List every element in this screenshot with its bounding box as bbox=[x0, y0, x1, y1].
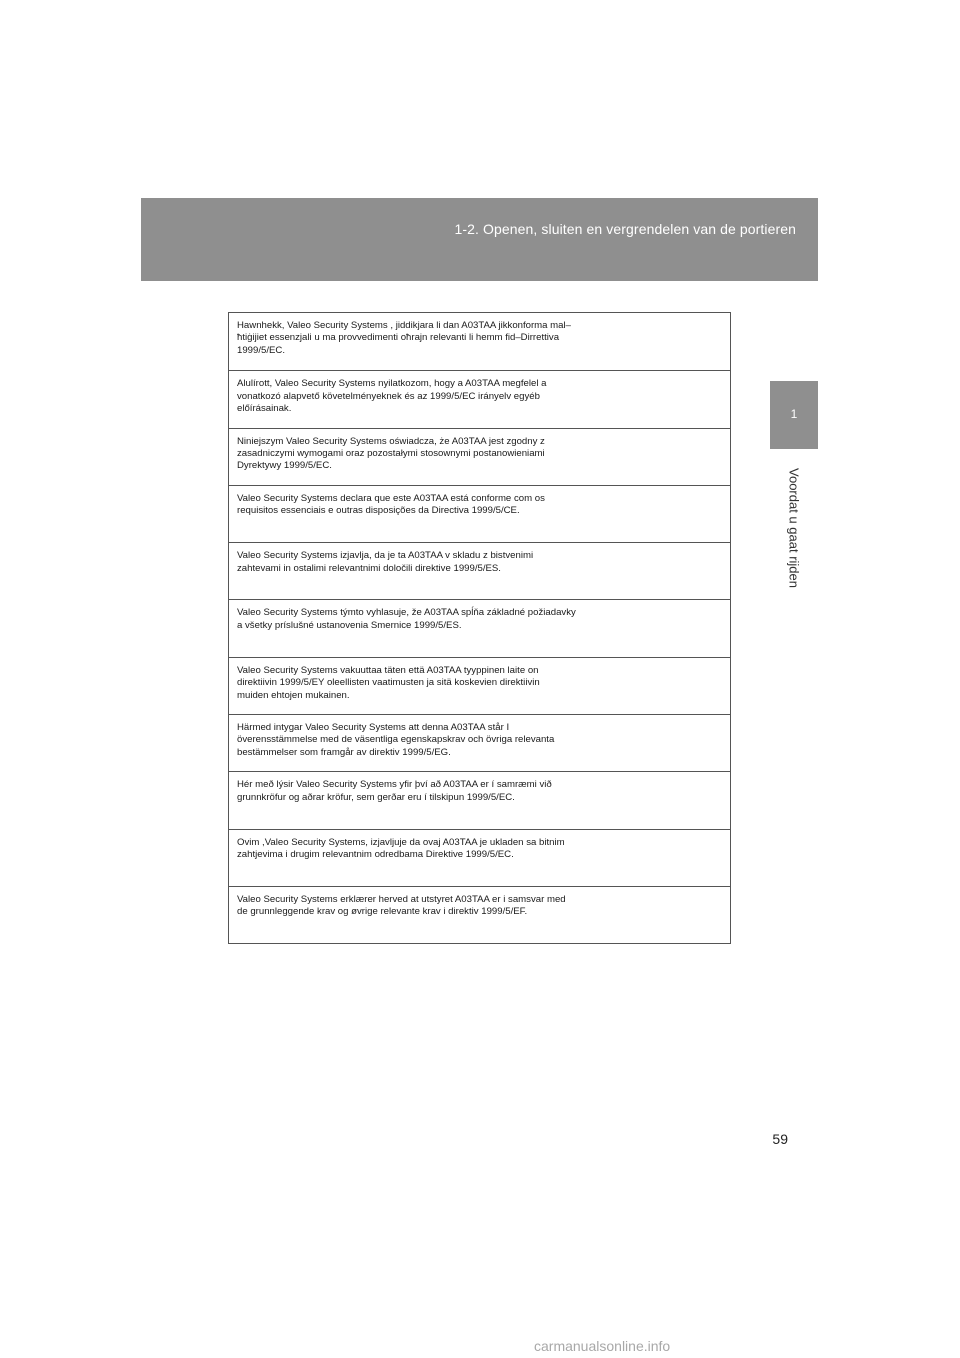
declaration-text-line: zasadniczymi wymogami oraz pozostałymi stosownymi postanowieniami bbox=[237, 448, 545, 459]
declaration-row bbox=[229, 599, 730, 656]
declaration-text-line: överensstämmelse med de väsentliga egenskapskrav och övriga relevanta bbox=[237, 734, 555, 746]
declaration-text-line: bestämmelser som framgår av direktiv 1999/5/EG. bbox=[237, 746, 451, 758]
chapter-side-label: Voordat u gaat rijden bbox=[786, 468, 802, 588]
declaration-row bbox=[229, 485, 730, 542]
declaration-text-line: Valeo Security Systems týmto vyhlasuje, že A03TAA spĺňa základné požiadavky bbox=[237, 607, 576, 619]
declaration-text-line: a všetky príslušné ustanovenia Smernice 1999/5/ES. bbox=[237, 619, 462, 631]
declaration-text-line: előírásainak. bbox=[237, 403, 292, 415]
declaration-text-line: Ovim ,Valeo Security Systems, izjavljuje da ovaj A03TAA je ukladen sa bitnim bbox=[237, 836, 565, 848]
declaration-text-line: Hér með lýsir Valeo Security Systems yfir því að A03TAA er í samræmi við bbox=[237, 779, 552, 791]
declaration-text-line: Valeo Security Systems declara que este A03TAA está conforme com os bbox=[237, 492, 545, 504]
declaration-row bbox=[229, 313, 730, 370]
declaration-row bbox=[229, 657, 730, 714]
declaration-text-line: Dyrektywy 1999/5/EC. bbox=[237, 460, 332, 472]
declaration-text-line: de grunnleggende krav og øvrige relevante krav i direktiv 1999/5/EF. bbox=[237, 906, 528, 918]
declaration-text-line: Alulírott, Valeo Security Systems nyilatkozom, hogy a A03TAA megfelel a bbox=[237, 378, 547, 390]
declaration-row bbox=[229, 428, 730, 485]
chapter-side-tab bbox=[770, 381, 818, 449]
declaration-text-line: Valeo Security Systems izjavlja, da je ta A03TAA v skladu z bistvenimi bbox=[237, 550, 534, 562]
declaration-text-line: zahtevami in ostalimi relevantnimi določili direktive 1999/5/ES. bbox=[237, 562, 501, 574]
declaration-text-line: Härmed intygar Valeo Security Systems att denna A03TAA står I bbox=[237, 722, 510, 734]
declaration-row bbox=[229, 714, 730, 771]
declaration-text-line: requisitos essenciais e outras disposições da Directiva 1999/5/CE. bbox=[237, 505, 520, 517]
declaration-row bbox=[229, 370, 730, 427]
watermark: carmanualsonline.info bbox=[534, 1338, 671, 1354]
declaration-row bbox=[229, 542, 730, 599]
page-number: 59 bbox=[772, 1131, 788, 1147]
declaration-row bbox=[229, 886, 730, 943]
declaration-table bbox=[228, 312, 731, 944]
declaration-row bbox=[229, 829, 730, 886]
declaration-text-line: grunnkröfur og aðrar kröfur, sem gerðar eru í tilskipun 1999/5/EC. bbox=[237, 791, 515, 803]
declaration-text-line: zahtjevima i drugim relevantnim odredbama Direktive 1999/5/EC. bbox=[237, 849, 514, 861]
chapter-header-band bbox=[141, 198, 818, 281]
declaration-text-line: 1999/5/EC. bbox=[237, 344, 286, 356]
declaration-row bbox=[229, 771, 730, 828]
chapter-header-title: 1-2. Openen, sluiten en vergrendelen van de portieren bbox=[454, 221, 796, 237]
declaration-text-line: ħtiġijiet essenzjali u ma provvedimenti oħrajn relevanti li hemm fid–Dirrettiva bbox=[237, 332, 560, 344]
declaration-text-line: Niniejszym Valeo Security Systems oświadcza, że A03TAA jest zgodny z bbox=[237, 435, 545, 447]
chapter-number: 1 bbox=[790, 407, 798, 421]
declaration-text-line: Valeo Security Systems erklærer herved at utstyret A03TAA er i samsvar med bbox=[237, 893, 566, 905]
declaration-text-line: vonatkozó alapvető követelményeknek és az 1999/5/EC irányelv egyéb bbox=[237, 390, 540, 402]
declaration-text-line: muiden ehtojen mukainen. bbox=[237, 689, 350, 701]
declaration-text-line: Valeo Security Systems vakuuttaa täten että A03TAA tyyppinen laite on bbox=[237, 664, 539, 676]
declaration-text-line: direktiivin 1999/5/EY oleellisten vaatimusten ja sitä koskevien direktiivin bbox=[237, 677, 540, 689]
declaration-text-line: Hawnhekk, Valeo Security Systems , jiddikjara li dan A03TAA jikkonforma mal– bbox=[237, 320, 571, 331]
